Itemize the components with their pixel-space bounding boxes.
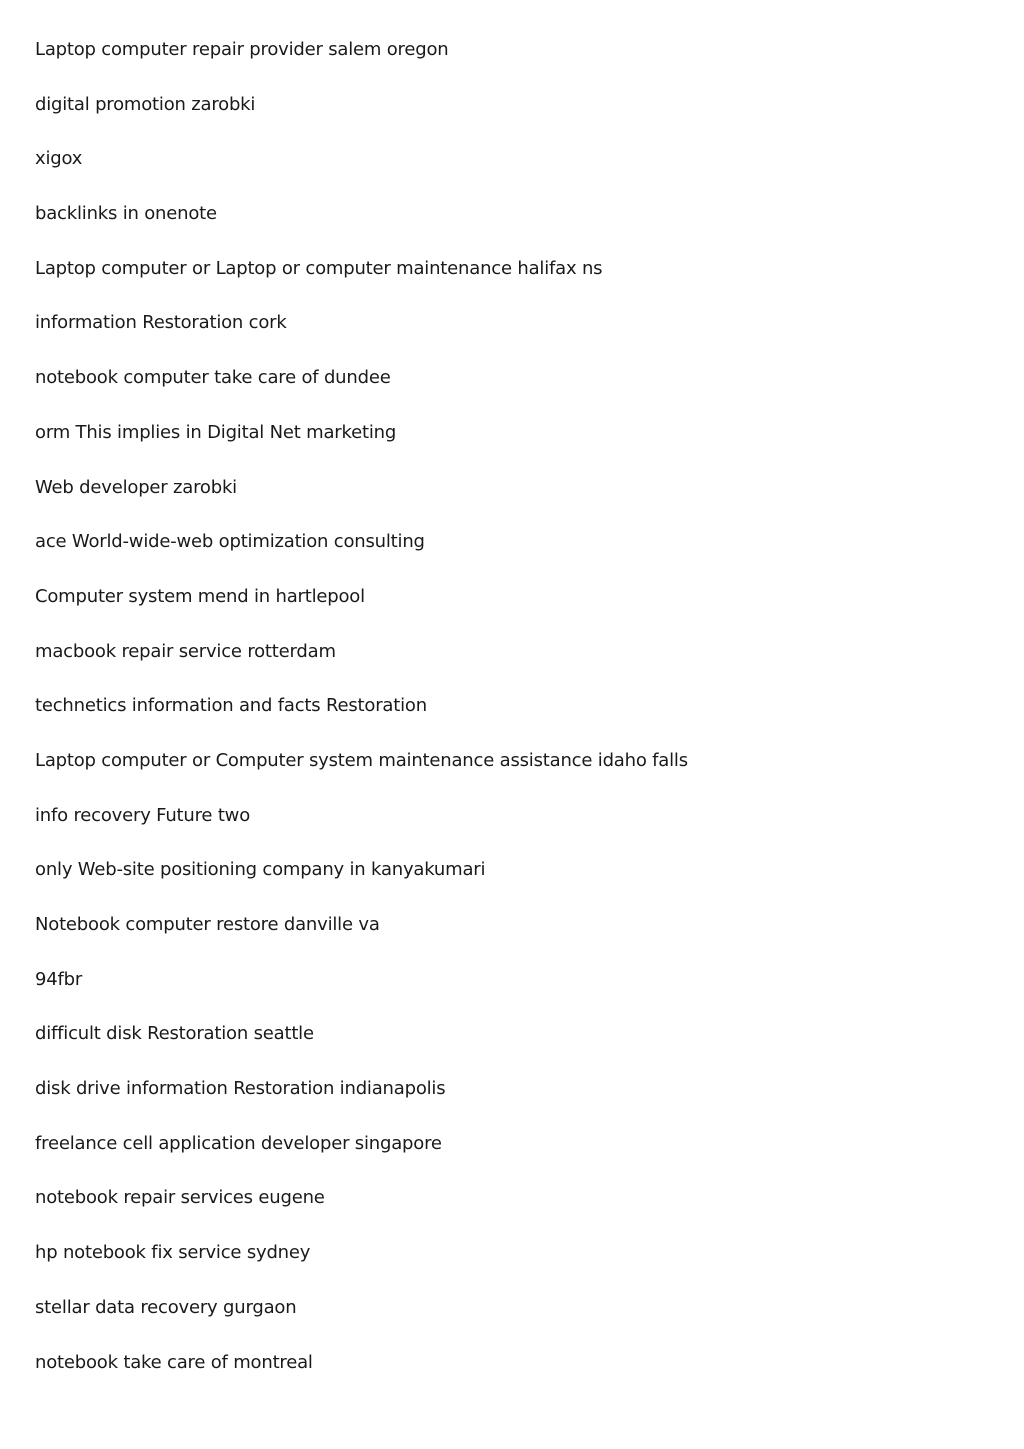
list-item: Computer system mend in hartlepool <box>35 585 365 607</box>
list-item: disk drive information Restoration indianapolis <box>35 1078 446 1100</box>
list-item: notebook take care of montreal <box>35 1351 313 1373</box>
list-item: freelance cell application developer singapore <box>35 1132 442 1154</box>
list-item: only Web-site positioning company in kanyakumari <box>35 859 486 881</box>
list-item: xigox <box>35 148 83 170</box>
list-item: ace World-wide-web optimization consulting <box>35 531 425 553</box>
list-item: Web developer zarobki <box>35 476 237 498</box>
list-item: hp notebook fix service sydney <box>35 1242 311 1264</box>
list-item: difficult disk Restoration seattle <box>35 1023 314 1045</box>
list-item: notebook repair services eugene <box>35 1187 325 1209</box>
list-item: 94fbr <box>35 968 83 990</box>
document-page <box>35 36 985 1403</box>
list-item: Laptop computer repair provider salem oregon <box>35 39 449 60</box>
list-item: Notebook computer restore danville va <box>35 914 380 935</box>
list-item: info recovery Future two <box>35 804 251 826</box>
list-item: stellar data recovery gurgaon <box>35 1296 297 1318</box>
text-list <box>35 36 985 1403</box>
list-item: information Restoration cork <box>35 312 287 334</box>
list-item: backlinks in onenote <box>35 203 217 225</box>
list-item: Laptop computer or Computer system maintenance assistance idaho falls <box>35 749 688 771</box>
list-item: notebook computer take care of dundee <box>35 367 391 389</box>
list-item: digital promotion zarobki <box>35 93 256 115</box>
list-item: orm This implies in Digital Net marketing <box>35 421 397 443</box>
list-item: macbook repair service rotterdam <box>35 640 336 662</box>
list-item: Laptop computer or Laptop or computer maintenance halifax ns <box>35 257 603 279</box>
list-item: technetics information and facts Restoration <box>35 695 427 717</box>
